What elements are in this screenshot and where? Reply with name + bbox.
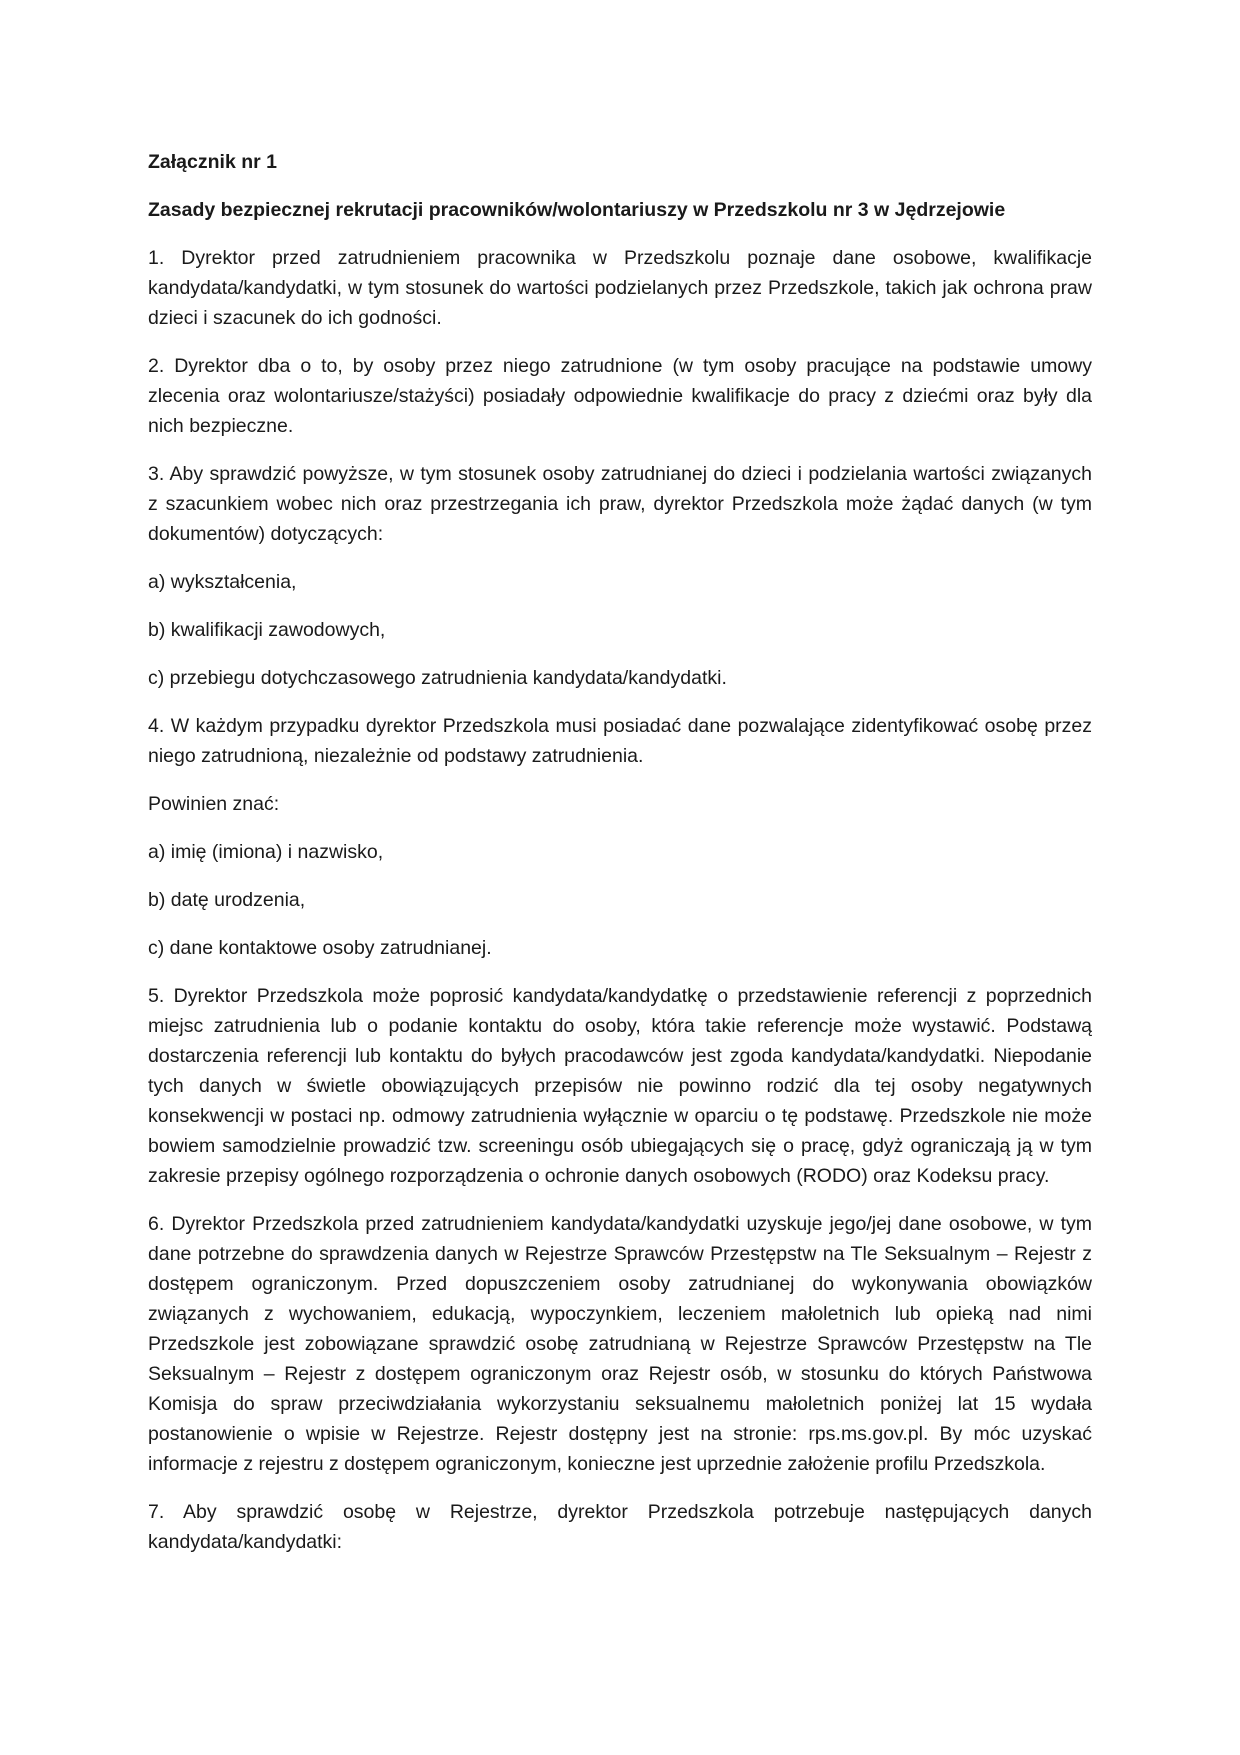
list-item-contact-data: c) dane kontaktowe osoby zatrudnianej. (148, 937, 492, 959)
paragraph-7: 7. Aby sprawdzić osobę w Rejestrze, dyrektor Przedszkola potrzebuje następujących danych kandydata/kandydatki: (148, 1501, 1092, 1553)
paragraph-4: 4. W każdym przypadku dyrektor Przedszkola musi posiadać dane pozwalające zidentyfikować osobę przez niego zatrudnioną, niezależnie od podstawy zatrudnienia. (148, 715, 1092, 767)
document-subtitle: Zasady bezpiecznej rekrutacji pracowników/wolontariuszy w Przedszkolu nr 3 w Jędrzejowie (148, 199, 1006, 221)
list-item-qualifications: b) kwalifikacji zawodowych, (148, 619, 386, 641)
list-item-employment-history: c) przebiegu dotychczasowego zatrudnienia kandydata/kandydatki. (148, 667, 727, 689)
document-body (148, 147, 1092, 1575)
paragraph-should-know: Powinien znać: (148, 793, 280, 815)
list-item-birth-date: b) datę urodzenia, (148, 889, 306, 911)
document-title: Załącznik nr 1 (148, 151, 277, 173)
paragraph-5: 5. Dyrektor Przedszkola może poprosić kandydata/kandydatkę o przedstawienie referencji z poprzednich miejsc zatrudnienia lub o podanie kontaktu do osoby, która takie referencje może wystawić. Podstawą dostarczenia referencji lub kontaktu do byłych pracodawców jest zgoda kandydata/kandydatki. Niepodanie tych danych w świetle obowiązujących przepisów nie powinno rodzić dla tej osoby negatywnych konsekwencji w postaci np. odmowy zatrudnienia wyłącznie w oparciu o tę podstawę. Przedszkole nie może bowiem samodzielnie prowadzić tzw. screeningu osób ubiegających się o pracę, gdyż ograniczają ją w tym zakresie przepisy ogólnego rozporządzenia o ochronie danych osobowych (RODO) oraz Kodeksu pracy. (148, 985, 1092, 1187)
paragraph-2: 2. Dyrektor dba o to, by osoby przez niego zatrudnione (w tym osoby pracujące na podstawie umowy zlecenia oraz wolontariusze/stażyści) posiadały odpowiednie kwalifikacje do pracy z dziećmi oraz były dla nich bezpieczne. (148, 355, 1092, 437)
paragraph-1: 1. Dyrektor przed zatrudnieniem pracownika w Przedszkolu poznaje dane osobowe, kwalifikacje kandydata/kandydatki, w tym stosunek do wartości podzielanych przez Przedszkole, takich jak ochrona praw dzieci i szacunek do ich godności. (148, 247, 1092, 329)
paragraph-6: 6. Dyrektor Przedszkola przed zatrudnieniem kandydata/kandydatki uzyskuje jego/jej dane osobowe, w tym dane potrzebne do sprawdzenia danych w Rejestrze Sprawców Przestępstw na Tle Seksualnym – Rejestr z dostępem ograniczonym. Przed dopuszczeniem osoby zatrudnianej do wykonywania obowiązków związanych z wychowaniem, edukacją, wypoczynkiem, leczeniem małoletnich lub opieką nad nimi Przedszkole jest zobowiązane sprawdzić osobę zatrudnianą w Rejestrze Sprawców Przestępstw na Tle Seksualnym – Rejestr z dostępem ograniczonym oraz Rejestr osób, w stosunku do których Państwowa Komisja do spraw przeciwdziałania wykorzystaniu seksualnemu małoletnich poniżej lat 15 wydała postanowienie o wpisie w Rejestrze. Rejestr dostępny jest na stronie: rps.ms.gov.pl. By móc uzyskać informacje z rejestru z dostępem ograniczonym, konieczne jest uprzednie założenie profilu Przedszkola. (148, 1213, 1092, 1475)
list-item-names: a) imię (imiona) i nazwisko, (148, 841, 384, 863)
list-item-education: a) wykształcenia, (148, 571, 297, 593)
paragraph-3: 3. Aby sprawdzić powyższe, w tym stosunek osoby zatrudnianej do dzieci i podzielania wartości związanych z szacunkiem wobec nich oraz przestrzegania ich praw, dyrektor Przedszkola może żądać danych (w tym dokumentów) dotyczących: (148, 463, 1092, 545)
